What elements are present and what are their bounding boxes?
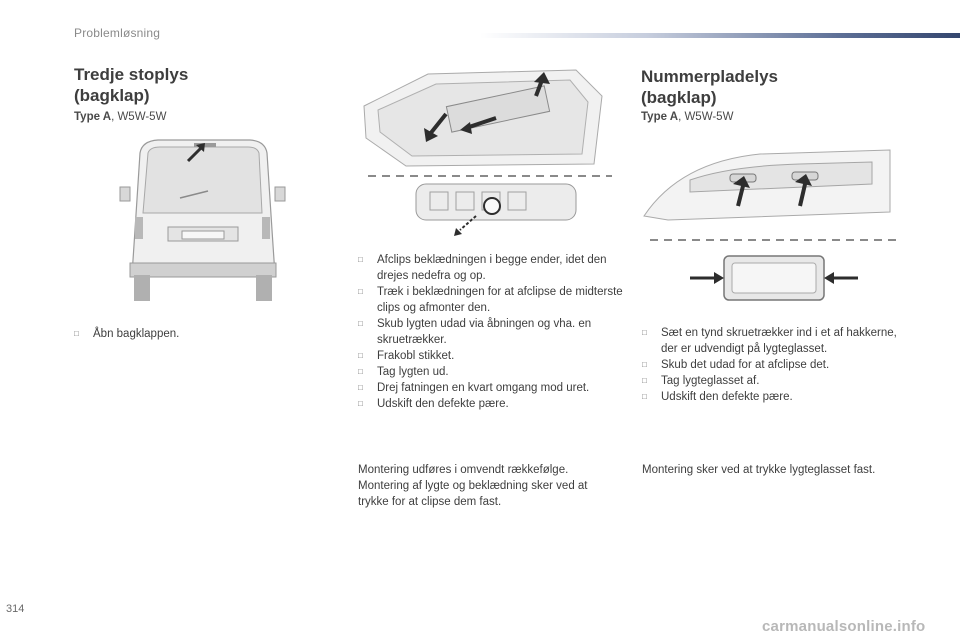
heading-license-plate-light: Nummerpladelys (bagklap) (641, 67, 778, 107)
page-number: 314 (6, 603, 25, 615)
left-steps-list (74, 326, 314, 342)
list-item: □ Åbn bagklappen. (74, 326, 314, 342)
van-rear-illustration (110, 135, 295, 305)
list-item: □ Sæt en tynd skruetrækker ind i et af hakkerne, der er udvendigt på lygteglasset. (642, 325, 907, 357)
third-brake-light-removal-illustration (356, 66, 618, 236)
list-item: □ Skub det udad for at afclipse det. (642, 357, 907, 373)
list-item: □ Udskift den defekte pære. (642, 389, 907, 405)
list-item: □ Skub lygten udad via åbningen og vha. en skruetrækker. (358, 316, 623, 348)
heading-third-brake-light: Tredje stoplys (bagklap) (74, 65, 189, 105)
right-mounting-note: Montering sker ved at trykke lygteglasset fast. (642, 464, 876, 476)
header-gradient-bar (480, 33, 960, 38)
list-item: □ Udskift den defekte pære. (358, 396, 623, 412)
license-plate-light-illustration (640, 132, 902, 302)
middle-mounting-note: Montering udføres i omvendt rækkefølge. Montering af lygte og beklædning sker ved at trykke for at clipse dem fast. (358, 464, 588, 508)
bulb-type-line: Type A, W5W-5W (641, 111, 734, 123)
right-steps-list (642, 325, 907, 405)
list-item: □ Tag lygten ud. (358, 364, 623, 380)
middle-steps-list (358, 252, 623, 412)
list-item: □ Drej fatningen en kvart omgang mod uret. (358, 380, 623, 396)
list-item: □ Tag lygteglasset af. (642, 373, 907, 389)
watermark: carmanualsonline.info (762, 618, 926, 635)
list-item: □ Træk i beklædningen for at afclipse de midterste clips og afmonter den. (358, 284, 623, 316)
bulb-type-line: Type A, W5W-5W (74, 111, 167, 123)
list-item: □ Afclips beklædningen i begge ender, idet den drejes nedefra og op. (358, 252, 623, 284)
section-title: Problemløsning (74, 26, 161, 40)
list-item: □ Frakobl stikket. (358, 348, 623, 364)
